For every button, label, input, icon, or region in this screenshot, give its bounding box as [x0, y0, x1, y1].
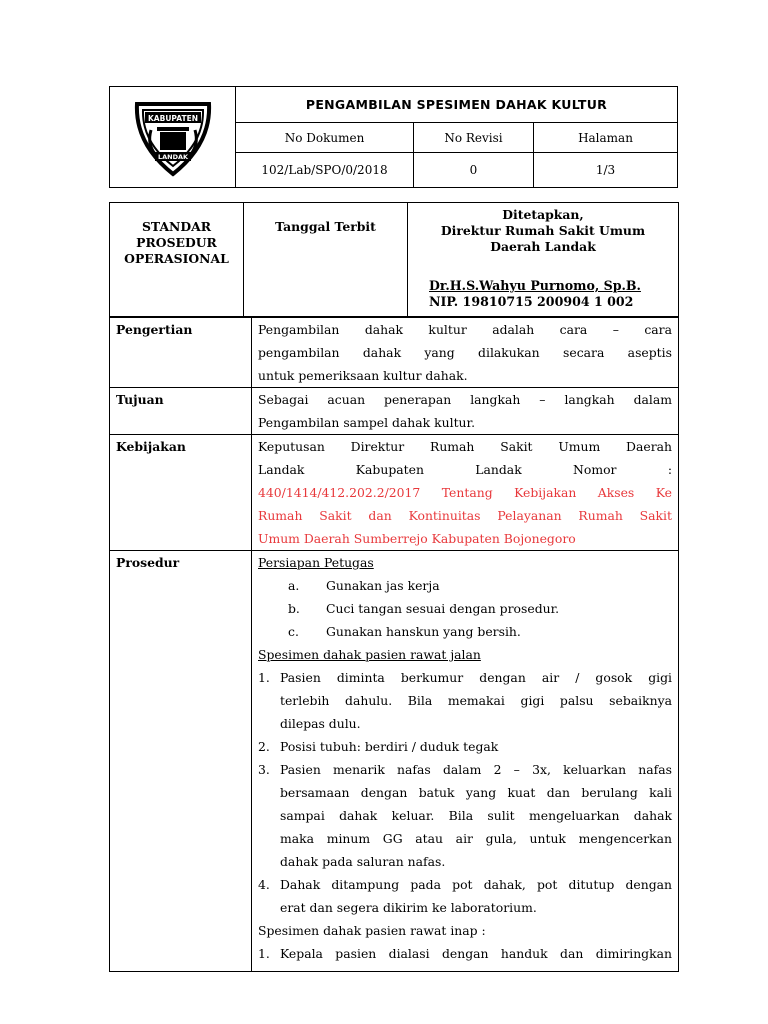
list-marker: 3.	[258, 762, 270, 777]
text-line: erat dan segera dikirim ke laboratorium.	[280, 900, 537, 915]
text-line: Umum Daerah Sumberrejo Kabupaten Bojonegoro	[258, 531, 576, 546]
text-line: terlebih dahulu. Bila memakai gigi palsu sebaiknya	[280, 693, 672, 708]
approval-line: Ditetapkan,	[502, 207, 584, 222]
col-label-no-revisi: No Revisi	[414, 123, 534, 153]
logo-cell	[110, 87, 236, 188]
no-dokumen-value: 102/Lab/SPO/0/2018	[236, 153, 414, 188]
list-text: Cuci tangan sesuai dengan prosedur.	[326, 601, 560, 616]
prosedur-content	[252, 551, 679, 972]
tanggal-terbit-label: Tanggal Terbit	[244, 203, 408, 317]
logo-text-top: KABUPATEN	[147, 113, 198, 123]
col-label-no-dokumen: No Dokumen	[236, 123, 414, 153]
text-line: Pasien diminta berkumur dengan air / gosok gigi	[280, 670, 672, 685]
document-title: PENGAMBILAN SPESIMEN DAHAK KULTUR	[236, 87, 678, 123]
list-marker: 4.	[258, 877, 270, 892]
document-header	[109, 86, 678, 188]
sop-label-line: STANDAR	[141, 219, 212, 234]
logo-text-bottom: LANDAK	[157, 152, 188, 161]
text-line: Pengambilan sampel dahak kultur.	[258, 415, 476, 430]
list-item	[258, 666, 672, 735]
text-line: Sebagai acuan penerapan langkah – langkah dalam	[258, 392, 672, 407]
tujuan-label: Tujuan	[110, 388, 252, 435]
section-title: Spesimen dahak pasien rawat inap :	[258, 923, 486, 938]
text-line: Dahak ditampung pada pot dahak, pot ditutup dengan	[280, 877, 672, 892]
text-line: untuk pemeriksaan kultur dahak.	[258, 368, 468, 383]
kabupaten-landak-logo-icon	[127, 94, 219, 178]
text-line: Landak Kabupaten Landak Nomor :	[258, 462, 672, 477]
list-text: Gunakan hanskun yang bersih.	[326, 624, 521, 639]
row-kebijakan	[110, 435, 679, 551]
text-line: 440/1414/412.202.2/2017 Tentang Kebijakan Akses Ke	[258, 485, 672, 500]
text-line: sampai dahak keluar. Bila sulit mengeluarkan dahak	[280, 808, 672, 823]
text-line: pengambilan dahak yang dilakukan secara aseptis	[258, 345, 672, 360]
list-item	[258, 574, 672, 597]
list-marker: 1.	[258, 670, 270, 685]
sop-label-line: PROSEDUR	[136, 235, 217, 250]
signer	[429, 278, 641, 310]
halaman-value: 1/3	[534, 153, 678, 188]
list-item	[258, 620, 672, 643]
pengertian-label: Pengertian	[110, 318, 252, 388]
list-item	[258, 735, 672, 758]
list-marker: 2.	[258, 739, 270, 754]
text-line: Pasien menarik nafas dalam 2 – 3x, keluarkan nafas	[280, 762, 672, 777]
row-prosedur	[110, 551, 679, 972]
sop-body	[109, 317, 679, 972]
text-line: Posisi tubuh: berdiri / duduk tegak	[280, 739, 499, 754]
sop-header	[109, 202, 679, 317]
row-pengertian	[110, 318, 679, 388]
list-item	[258, 873, 672, 919]
text-line: Pengambilan dahak kultur adalah cara – cara	[258, 322, 672, 337]
text-line: Rumah Sakit dan Kontinuitas Pelayanan Rumah Sakit	[258, 508, 672, 523]
col-label-halaman: Halaman	[534, 123, 678, 153]
pengertian-content	[252, 318, 679, 388]
list-marker: c.	[288, 624, 299, 639]
list-item	[258, 942, 672, 965]
list-item	[258, 597, 672, 620]
text-line: dahak pada saluran nafas.	[280, 854, 446, 869]
text-line: Kepala pasien dialasi dengan handuk dan dimiringkan	[280, 946, 672, 961]
list-marker: 1.	[258, 946, 270, 961]
sop-label-line: OPERASIONAL	[124, 251, 229, 266]
section-title: Spesimen dahak pasien rawat jalan	[258, 647, 481, 662]
approval-line: Daerah Landak	[490, 239, 596, 254]
tujuan-content	[252, 388, 679, 435]
signer-nip: NIP. 19810715 200904 1 002	[429, 294, 634, 309]
list-text: Gunakan jas kerja	[326, 578, 440, 593]
sop-label	[110, 203, 244, 317]
signer-name: Dr.H.S.Wahyu Purnomo, Sp.B.	[429, 278, 641, 293]
list-item	[258, 758, 672, 873]
no-revisi-value: 0	[414, 153, 534, 188]
text-line: maka minum GG atau air gula, untuk mengencerkan	[280, 831, 672, 846]
kebijakan-content	[252, 435, 679, 551]
approval-line: Direktur Rumah Sakit Umum	[440, 223, 646, 238]
kebijakan-label: Kebijakan	[110, 435, 252, 551]
prosedur-label: Prosedur	[110, 551, 252, 972]
list-marker: a.	[288, 578, 300, 593]
section-title: Persiapan Petugas	[258, 555, 374, 570]
text-line: dilepas dulu.	[280, 716, 361, 731]
list-marker: b.	[288, 601, 300, 616]
approval-block	[408, 203, 679, 317]
row-tujuan	[110, 388, 679, 435]
text-line: bersamaan dengan batuk yang kuat dan berulang kali	[280, 785, 672, 800]
text-line: Keputusan Direktur Rumah Sakit Umum Daerah	[258, 439, 672, 454]
